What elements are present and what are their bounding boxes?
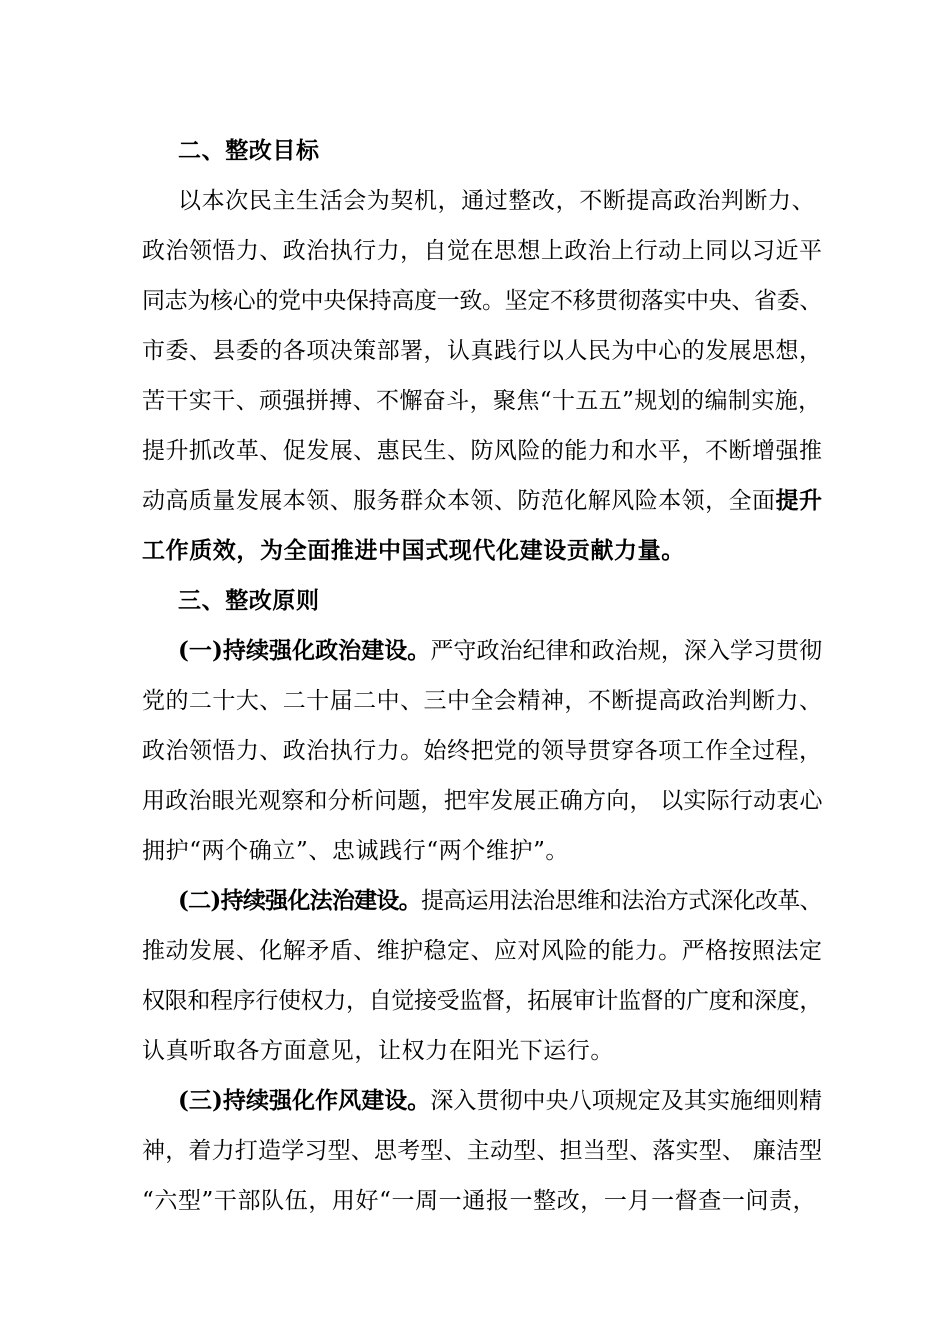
principle-3-line-1	[178, 1086, 822, 1116]
principle-1-line-1-text: 严守政治纪律和政治规，深入学习贯彻	[430, 638, 823, 664]
principle-1-line-4: 用政治眼光观察和分析问题，把牢发展正确方向， 以实际行动衷心	[142, 788, 823, 814]
principle-2-line-2: 推动发展、化解矛盾、维护稳定、应对风险的能力。严格按照法定	[142, 938, 823, 964]
principle-2-line-3: 权限和程序行使权力，自觉接受监督，拓展审计监督的广度和深度，	[142, 988, 823, 1014]
goal-line-2: 政治领悟力、政治执行力，自觉在思想上政治上行动上同以习近平	[142, 238, 823, 264]
goal-line-7-bold: 提升	[775, 487, 823, 514]
principle-1-line-3: 政治领悟力、政治执行力。始终把党的领导贯穿各项工作全过程，	[142, 738, 823, 764]
goal-line-1: 以本次民主生活会为契机，通过整改，不断提高政治判断力、	[178, 188, 816, 214]
principle-3-line-1-text: 深入贯彻中央八项规定及其实施细则精	[430, 1088, 823, 1114]
principle-1-title: (一)持续强化政治建设。	[178, 637, 431, 664]
goal-line-6: 提升抓改革、促发展、惠民生、防风险的能力和水平，不断增强推	[142, 438, 823, 464]
goal-line-7-text: 动高质量发展本领、服务群众本领、防范化解风险本领，全面	[142, 488, 776, 514]
goal-line-5: 苦干实干、顽强拼搏、不懈奋斗，聚焦“十五五”规划的编制实施，	[142, 388, 822, 414]
principle-1-line-1	[178, 636, 822, 666]
goal-line-7	[142, 486, 822, 516]
principle-1-line-2: 党的二十大、二十届二中、三中全会精神，不断提高政治判断力、	[142, 688, 823, 714]
principle-3-title: (三)持续强化作风建设。	[178, 1087, 431, 1114]
principle-1-line-5: 拥护“两个确立”、忠诚践行“两个维护”。	[142, 838, 570, 864]
principle-2-title: (二)持续强化法治建设。	[178, 887, 421, 914]
goal-line-3: 同志为核心的党中央保持高度一致。坚定不移贯彻落实中央、省委、	[142, 288, 823, 314]
goal-line-8: 工作质效，为全面推进中国式现代化建设贡献力量。	[142, 537, 685, 564]
section-heading-principles: 三、整改原则	[178, 587, 320, 614]
section-heading-goals: 二、整改目标	[178, 137, 320, 164]
principle-2-line-1	[178, 886, 822, 916]
goal-line-4: 市委、县委的各项决策部署，认真践行以人民为中心的发展思想，	[142, 338, 823, 364]
principle-2-line-1-text: 提高运用法治思维和法治方式深化改革、	[420, 888, 822, 914]
principle-2-line-4: 认真听取各方面意见，让权力在阳光下运行。	[142, 1038, 614, 1064]
principle-3-line-3: “六型”干部队伍，用好“一周一通报一整改，一月一督查一问责，	[142, 1188, 817, 1214]
principle-3-line-2: 神，着力打造学习型、思考型、主动型、担当型、落实型、 廉洁型	[142, 1138, 823, 1164]
